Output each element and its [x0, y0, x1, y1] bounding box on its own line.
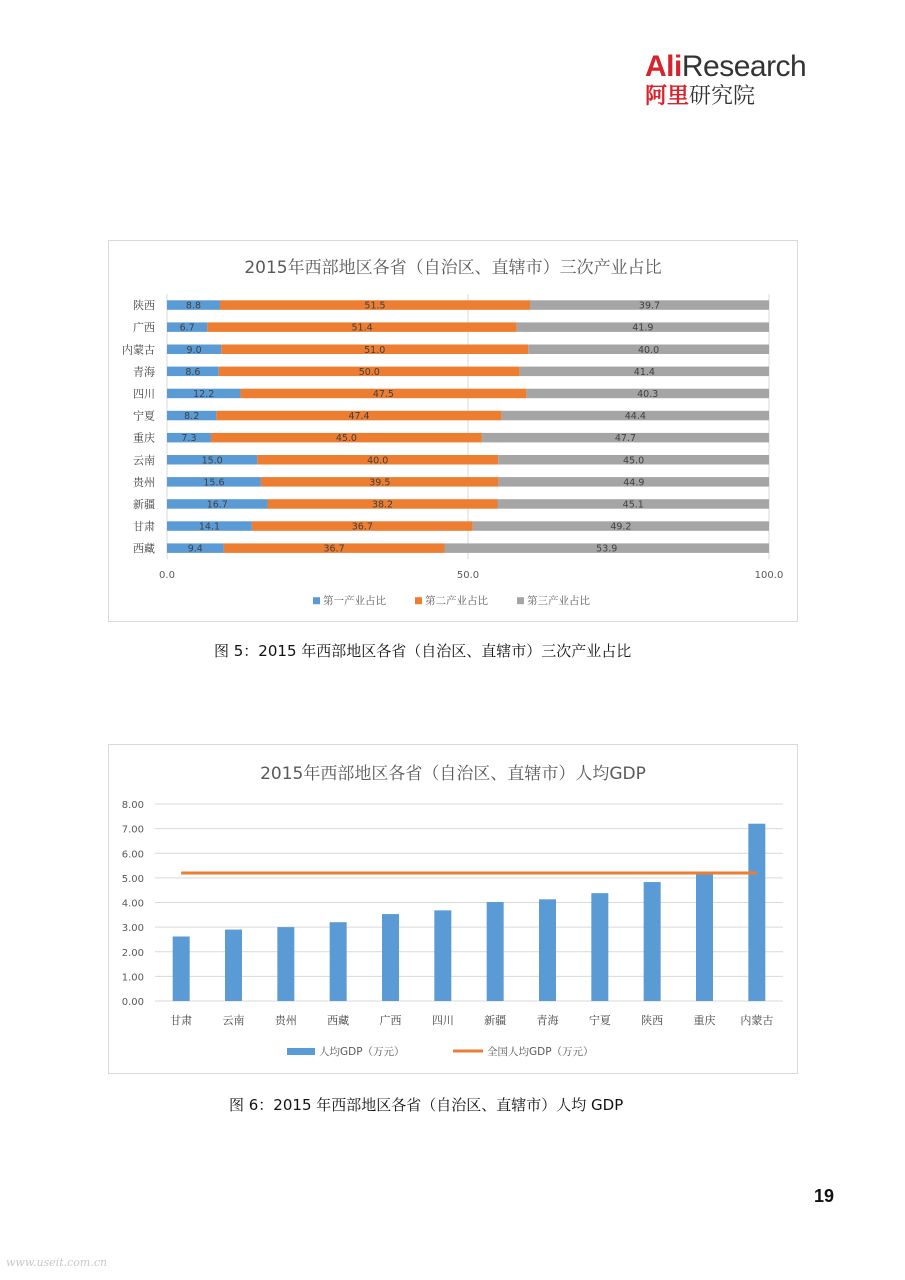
industry-share-chart — [108, 240, 798, 622]
legend-label: 全国人均GDP（万元） — [487, 1046, 594, 1058]
category-label: 陕西 — [641, 1014, 664, 1027]
gdp-bar — [487, 902, 504, 1001]
x-tick-label: 100.0 — [754, 570, 784, 582]
category-label: 宁夏 — [133, 409, 155, 423]
data-label: 50.0 — [358, 366, 380, 378]
logo-ali-text: Ali — [645, 50, 682, 83]
industry-share-chart-svg — [109, 241, 797, 621]
gdp-bar — [225, 930, 242, 1001]
chart-title: 2015年西部地区各省（自治区、直辖市）人均GDP — [260, 764, 646, 784]
watermark: www.useit.com.cn — [6, 1256, 108, 1269]
category-label: 宁夏 — [588, 1014, 611, 1027]
legend-label: 第三产业占比 — [527, 595, 590, 608]
category-label: 重庆 — [133, 431, 155, 445]
data-label: 14.1 — [198, 521, 221, 533]
figure-5-caption: 图 5：2015 年西部地区各省（自治区、直辖市）三次产业占比 — [214, 642, 632, 660]
gdp-per-capita-chart-svg — [109, 745, 797, 1073]
data-label: 8.2 — [184, 411, 200, 423]
y-tick-label: 0.00 — [121, 997, 144, 1008]
data-label: 15.0 — [201, 455, 223, 467]
data-label: 8.8 — [185, 300, 202, 312]
category-label: 广西 — [133, 321, 155, 335]
data-label: 38.2 — [371, 499, 394, 511]
y-tick-label: 8.00 — [121, 800, 144, 811]
category-label: 重庆 — [693, 1014, 716, 1027]
data-label: 40.3 — [637, 388, 659, 400]
data-label: 51.4 — [351, 322, 373, 334]
category-label: 云南 — [222, 1014, 245, 1027]
legend-swatch — [313, 597, 320, 604]
gdp-bar — [330, 922, 347, 1001]
data-label: 36.7 — [351, 521, 373, 533]
legend-label: 第二产业占比 — [425, 595, 488, 608]
data-label: 53.9 — [596, 543, 618, 555]
y-tick-label: 5.00 — [121, 873, 144, 885]
data-label: 40.0 — [638, 344, 660, 356]
data-label: 39.7 — [638, 300, 661, 312]
chart-title: 2015年西部地区各省（自治区、直辖市）三次产业占比 — [244, 258, 662, 278]
category-label: 贵州 — [133, 475, 155, 489]
y-tick-label: 1.00 — [121, 972, 144, 984]
data-label: 49.2 — [610, 521, 632, 533]
data-label: 12.2 — [193, 388, 215, 400]
gdp-bar — [382, 914, 399, 1001]
figure-6-caption: 图 6：2015 年西部地区各省（自治区、直辖市）人均 GDP — [229, 1096, 624, 1114]
data-label: 44.9 — [623, 477, 645, 489]
data-label: 44.4 — [624, 411, 646, 423]
category-label: 甘肃 — [133, 520, 155, 534]
data-label: 41.9 — [632, 322, 654, 334]
data-label: 45.0 — [335, 433, 357, 445]
data-label: 45.0 — [622, 455, 645, 467]
category-label: 内蒙古 — [122, 343, 155, 357]
gdp-bar — [173, 936, 190, 1001]
category-label: 云南 — [133, 453, 155, 467]
data-label: 47.5 — [372, 388, 394, 400]
data-label: 47.4 — [348, 411, 370, 423]
data-label: 51.5 — [364, 300, 386, 312]
aliresearch-logo — [645, 52, 845, 112]
category-label: 贵州 — [274, 1014, 297, 1027]
data-label: 9.4 — [187, 543, 203, 555]
legend-swatch — [517, 597, 524, 604]
data-label: 36.7 — [323, 543, 345, 555]
x-tick-label: 0.0 — [159, 570, 175, 582]
category-label: 新疆 — [133, 497, 155, 511]
category-label: 新疆 — [484, 1014, 507, 1027]
gdp-bar — [277, 927, 294, 1001]
logo-cn-institute: 研究院 — [689, 84, 756, 109]
gdp-bar — [539, 899, 556, 1001]
gdp-bar — [748, 824, 765, 1001]
y-tick-label: 6.00 — [121, 849, 144, 861]
category-label: 四川 — [431, 1014, 454, 1027]
legend-label: 人均GDP（万元） — [319, 1046, 405, 1058]
category-label: 西藏 — [133, 542, 155, 556]
gdp-bar — [591, 893, 608, 1001]
data-label: 41.4 — [633, 366, 655, 378]
gdp-bar — [434, 910, 451, 1001]
page-number: 19 — [814, 1186, 835, 1206]
data-label: 6.7 — [179, 322, 195, 334]
data-label: 40.0 — [367, 455, 389, 467]
data-label: 16.7 — [206, 499, 228, 511]
legend-label: 第一产业占比 — [323, 595, 386, 608]
logo-cn-ali: 阿里 — [645, 84, 690, 109]
logo-research-text: Research — [681, 50, 807, 83]
data-label: 45.1 — [622, 499, 644, 511]
category-label: 青海 — [133, 365, 155, 379]
category-label: 四川 — [133, 387, 155, 401]
data-label: 9.0 — [186, 344, 202, 356]
legend-swatch — [415, 597, 422, 604]
category-label: 西藏 — [327, 1014, 350, 1027]
category-label: 广西 — [379, 1014, 402, 1027]
data-label: 39.5 — [369, 477, 391, 489]
y-tick-label: 3.00 — [121, 923, 144, 935]
gdp-per-capita-chart — [108, 744, 798, 1074]
y-tick-label: 4.00 — [121, 898, 144, 910]
y-tick-label: 7.00 — [121, 824, 144, 836]
legend-swatch — [287, 1048, 315, 1055]
category-label: 青海 — [536, 1014, 559, 1027]
y-tick-label: 2.00 — [121, 947, 144, 959]
data-label: 51.0 — [364, 344, 386, 356]
data-label: 47.7 — [614, 433, 637, 445]
category-label: 内蒙古 — [740, 1014, 774, 1027]
category-label: 陕西 — [133, 299, 155, 313]
data-label: 8.6 — [185, 366, 201, 378]
data-label: 15.6 — [203, 477, 225, 489]
gdp-bar — [644, 882, 661, 1001]
x-tick-label: 50.0 — [456, 570, 480, 582]
category-label: 甘肃 — [170, 1014, 193, 1027]
data-label: 7.3 — [181, 433, 197, 445]
gdp-bar — [696, 873, 713, 1001]
